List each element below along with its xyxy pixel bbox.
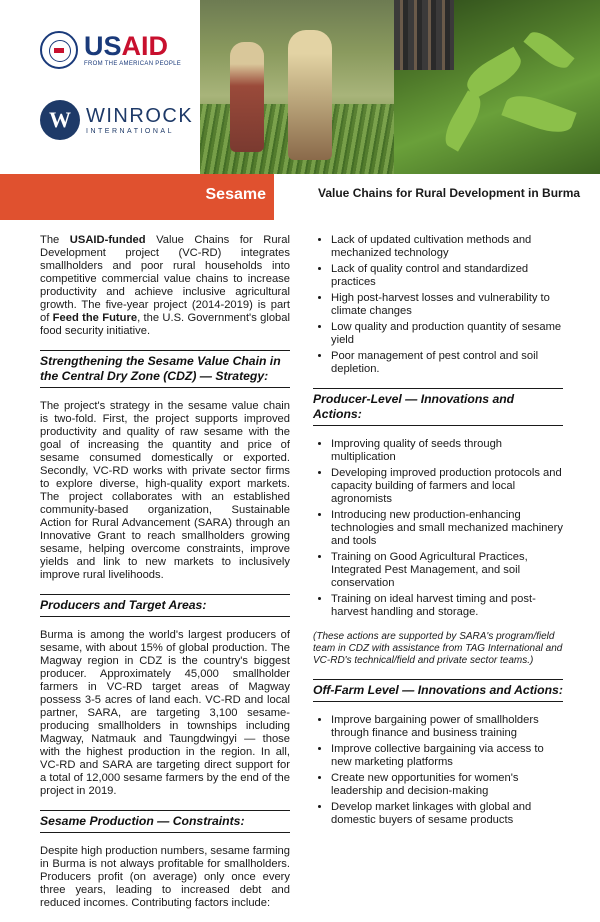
winrock-sub: INTERNATIONAL (86, 127, 174, 135)
farmers-photo (200, 0, 394, 174)
logo-area (0, 0, 200, 174)
farmer-figure (230, 42, 264, 152)
list-item: • Improve bargaining power of smallholders through finance and business training (331, 714, 563, 740)
list-item: • Lack of updated cultivation methods and mechanized technology (331, 234, 563, 260)
header (0, 0, 600, 174)
section-heading-producer-level: Producer-Level — Innovations and Actions: (313, 388, 563, 426)
list-item: • Develop market linkages with global and domestic buyers of sesame products (331, 801, 563, 827)
sesame-plant-photo (394, 0, 600, 174)
list-item: • Introducing new production-enhancing technologies and small mechanized machinery and tools (331, 509, 563, 548)
list-item: • Lack of quality control and standardized practices (331, 263, 563, 289)
list-item: • Developing improved production protocols and capacity building of farmers and local agronomists (331, 467, 563, 506)
producers-paragraph: Burma is among the world's largest producers of sesame, with about 15% of global production. The Magway region in CDZ is the country's biggest producer. Approximately 45,000 smallholder farmers in VC-RD target areas of Magway possess 3-5 acres of land each. VC-RD and local partner, SARA, are targeting 3,100 sesame-producing smallholders in townships including Magway, Natmauk and Taungdwingyi — those with the highest production in the region. In all, VC-RD and SARA are targeting direct support for a total of 12,000 sesame farmers by the end of the project in 2019. (40, 629, 291, 797)
usaid-wordmark: USAID (84, 31, 169, 61)
constraints-list (313, 234, 563, 376)
strategy-paragraph: The project's strategy in the sesame value chain is two-fold. First, the project supports improved productivity and quality of raw sesame with the goal of increasing the quantity and price of sesame consumed domestically or exported. Secondly, VC-RD works with private sector firms to explore diverse, high-quality export markets. The project collaborates with an established community-based organization, Sustainable Action for Rural Advancement (SARA) through an Innovative Grant to reach smallholders growing sesame, helping overcome constraints, improve yields and link to new markets to inclusively improve rural livelihoods. (40, 400, 290, 581)
section-heading-off-farm: Off-Farm Level — Innovations and Actions: (313, 679, 563, 702)
banner-label-block (0, 174, 274, 220)
section-heading-strategy: Strengthening the Sesame Value Chain in the Central Dry Zone (CDZ) — Strategy: (40, 350, 290, 388)
section-heading-constraints: Sesame Production — Constraints: (40, 810, 290, 833)
list-item: • Improve collective bargaining via access to new marketing platforms (331, 743, 563, 769)
constraints-paragraph: Despite high production numbers, sesame farming in Burma is not always profitable for smallholders. Producers profit (on average) only once every three years, leading to increased debt and reduced incomes. Contributing factors include: (40, 845, 290, 909)
list-item: • Training on ideal harvest timing and post-harvest handling and storage. (331, 593, 563, 619)
winrock-name: WINROCK (86, 104, 194, 127)
section-heading-producers: Producers and Target Areas: (40, 594, 290, 617)
banner-title: Value Chains for Rural Development in Burma (318, 186, 581, 200)
usaid-seal-icon (40, 31, 78, 69)
intro-paragraph: The USAID-funded Value Chains for Rural Development project (VC-RD) integrates smallholders and poor rural households into competitive commercial value chains to increase productivity and achieve inclusive agricultural growth. The five-year project (2014-2019) is part of Feed the Future, the U.S. Government's global food security initiative. (40, 234, 290, 337)
usaid-tagline: FROM THE AMERICAN PEOPLE (84, 61, 182, 67)
list-item: • Improving quality of seeds through multiplication (331, 438, 563, 464)
usaid-logo (40, 31, 181, 69)
support-note: (These actions are supported by SARA's program/field team in CDZ with assistance from TAG International and VC-RD's technical/field and private sector teams.) (313, 631, 563, 666)
winrock-logo (40, 100, 193, 140)
list-item: • Low quality and production quantity of sesame yield (331, 321, 563, 347)
list-item: • Create new opportunities for women's leadership and decision-making (331, 772, 563, 798)
list-item: • Training on Good Agricultural Practices, Integrated Pest Management, and soil conservation (331, 551, 563, 590)
list-item: • Poor management of pest control and soil depletion. (331, 350, 563, 376)
winrock-w-icon: W (40, 100, 80, 140)
left-column (40, 234, 290, 922)
list-item: • High post-harvest losses and vulnerability to climate changes (331, 292, 563, 318)
right-column (313, 234, 563, 839)
off-farm-list (313, 714, 563, 827)
producer-level-list (313, 438, 563, 619)
farmer-figure (288, 30, 332, 160)
banner-label: Sesame (205, 186, 266, 203)
